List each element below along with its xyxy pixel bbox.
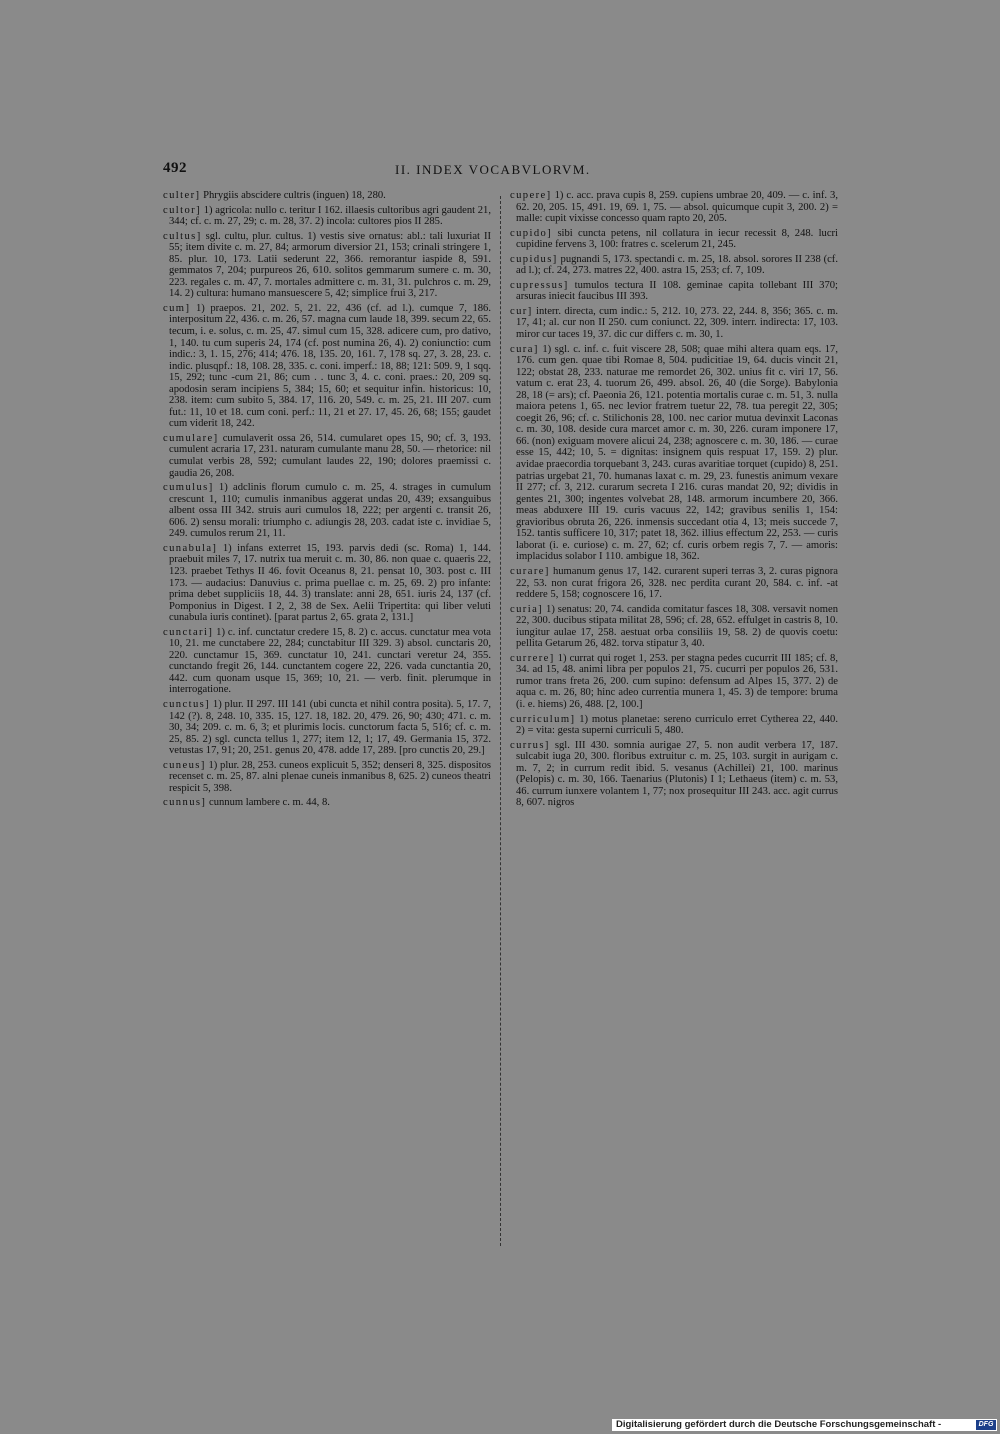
entry-lemma: cupere] — [510, 190, 552, 201]
page-header — [163, 160, 838, 182]
entry-body: 1) adclinis florum cumulo c. m. 25, 4. strages in cumulum crescunt 1, 110; cumulis inmanibus aggerat undas 20, 439; exsanguibus albent ossa III 342. struis auri cumulos 18, 222; per argenti c. transit 26, 606. 2) sensu morali: triumpho c. adiungis 28, 203. cadat iste c. invidiae 5, 249. cumulos rerum 21, 11. — [169, 482, 491, 540]
entry-body: 1) c. inf. cunctatur credere 15, 8. 2) c. accus. cunctatur mea vota 10, 21. me cunctabere 22, 284; cunctabitur III 329. 3) absol. cunctaris 20, 220. cunctamur 15, 369. cunctatur 10, 241. cunctari veretur 24, 355. cunctando fregit 26, 144. cunctantem cogere 22, 226. vada cunctantia 20, 442. cum quonam usque 15, 369; 10, 21. — verb. finit. plerumque in interrogatione. — [169, 626, 491, 696]
entry-lemma: currus] — [510, 739, 550, 751]
dictionary-entry — [163, 482, 491, 540]
entry-lemma: cura] — [510, 343, 539, 355]
entry-lemma: cum] — [163, 302, 191, 314]
right-column — [510, 190, 838, 1265]
dictionary-entry — [163, 231, 491, 300]
dfg-logo: DFG — [976, 1420, 996, 1430]
entry-body: tumulos tectura II 108. geminae capita tollebant III 370; arsuras iniecit faucibus III 393. — [516, 279, 838, 303]
dictionary-entry — [163, 303, 491, 430]
dictionary-entry — [510, 344, 838, 563]
dictionary-entry — [163, 205, 491, 228]
entry-lemma: cumulus] — [163, 482, 214, 494]
entry-body: 1) plur. II 297. III 141 (ubi cuncta et nihil contra posita). 5, 17. 7, 142 (?). 8, 248. 10, 335. 15, 127. 18, 182. 20, 479. 26, 90; 430; 471. c. m. 30, 34; 209. c. m. 6, 3; et plurimis locis. cunctorum facta 5, 516; cf. c. m. 25, 85. 2) sgl. cuncta tellus 1, 277; item 12, 1; 17, 49. Germania 15, 372. vetustas 17, 91; 20, 251. genus 20, 478. adde 17, 289. [pro cunctis 20, 29.] — [169, 698, 491, 757]
left-column — [163, 190, 491, 1265]
entry-body: humanum genus 17, 142. curarent superi terras 3, 2. curas pignora 22, 53. non curat frigora 26, 328. nec perdita curant 20, 584. c. inf. -at reddere 5, 158; cognoscere 16, 17. — [516, 565, 838, 601]
dictionary-entry — [510, 306, 838, 341]
running-title: II. INDEX VOCABVLORVM. — [395, 162, 591, 177]
entry-lemma: cupidus] — [510, 253, 558, 265]
entry-lemma: cupressus] — [510, 279, 569, 291]
entry-lemma: curare] — [510, 565, 550, 577]
dictionary-entry — [163, 797, 491, 809]
entry-body: 1) sgl. c. inf. c. fuit viscere 28, 508; quae mihi altera quam eqs. 17, 176. cum gen. quae tibi Romae 8, 504. pudicitiae 19, 64. ducis vincit 21, 122; obstat 28, 233. naturae me remordet 26, 302. unius fit c. viri 17, 56. vatum c. erat 23, 4. tuorum 26, 499. absol. 26, 40 (die Sorge). Babylonia 28, 18 (= ars); cf. Paeonia 26, 121. potentia mortalis curae c. m. 51, 3. nulla maiora petens 1, 65. nec levior fratrem tuetur 22, 78. tua peregit 22, 305; coegit 26, 96; cf. c. Stilichonis 28, 100. nec carior mutua devinxit Laconas c. m. 30, 108. deside cura marcet amor c. m. 30, 226. curam imponere 17, 66. (non) exiguam movere alicui 24, 238; agnoscere c. m. 30, 186. — curae esse 15, 442; 10, 5. = dignitas: insignem quis respuat 17, 159. 2) plur. avidae praecordia torquebant 3, 243. curas avaritiae torquet (cupido) 8, 251. patrias urgebat 21, 70. humanas laxat c. m. 29, 23. funestis animum vexare II 277; cf. 3, 212. curarum secreta I 216. curas mandat 20, 92; dividis in gentes 21, 300; ingentes volvebat 28, 148. armorum incumbere 20, 366. meas abduxere III 19. curis vacuus 22, 142; gravibus senilis 1, 154: gravioribus obruta 26, 226. inmensis succedant otia 4, 13; meis succede 7, 152. tantis sufficere 10, 317; patet 18, 362. illius effectum 22, 253. — curis laborat (i. e. curiose) c. m. 27, 62; cf. curis orbem regis 7, 7. — amoris: implacidus solabor I 110. ambigue 18, 362. — [516, 343, 838, 563]
dictionary-entry — [510, 566, 838, 601]
dictionary-entry — [510, 714, 838, 737]
entry-lemma: cultor] — [163, 204, 202, 216]
entry-lemma: cunabula] — [163, 542, 218, 554]
text-columns — [163, 190, 838, 1265]
entry-lemma: cultus] — [163, 230, 202, 242]
dictionary-entry — [163, 760, 491, 795]
column-divider — [500, 196, 502, 1246]
entry-lemma: cuneus] — [163, 759, 206, 771]
dictionary-entry — [163, 699, 491, 757]
dictionary-entry — [510, 190, 838, 225]
entry-body: sgl. cultu, plur. cultus. 1) vestis sive ornatus: abl.: tali luxuriat II 55; item divite c. m. 27, 84; armorum diversior 21, 153; crinali stringere 1, 85. plur. 10, 173. Latii sederunt 22, 366. remorantur iaspide 8, 591. gemmatos 7, 204; purpureos 26, 610. solitos gemmarum sumere c. m. 30, 223. regales c. m. 47, 7. mortales admittere c. m. 31, 31. pulchros c. m. 29, 14. 2) cultura: humano mansuescere 5, 42; simplice frui 3, 217. — [169, 230, 491, 300]
entry-body: sibi cuncta petens, nil collatura in iecur recessit 8, 248. lucri cupidine fervens 3, 100: fratres c. scelerum 21, 245. — [516, 227, 838, 251]
entry-lemma: cunctus] — [163, 698, 211, 710]
entry-body: cumulaverit ossa 26, 514. cumularet opes 15, 90; cf. 3, 193. cumulent acraria 17, 231. naturam cumulante manu 28, 50. — rhetorice: nil cumulat verbis 28, 592; cumulant laudes 22, 190; dolores praemissi c. gaudia 26, 208. — [169, 432, 491, 479]
dictionary-entry — [163, 543, 491, 624]
entry-lemma: cunnus] — [163, 797, 207, 809]
entry-body: 1) infans exterret 15, 193. parvis dedi (sc. Roma) 1, 144. praebuit miles 7, 17. nutrix tua meruit c. m. 30, 86. non quae c. quaeris 22, 123. praebet Tethys II 46. fovit Oceanus 8, 21. pensat 10, 303. post c. III 173. — audacius: Danuvius c. prima puellae c. m. 25, 69. 2) pro infante: prima debet suppliciis 18, 44. 3) translate: anni 28, 651. iuris 24, 137 (cf. Pomponius in Digest. I 2, 2, 38 de Sex. Aelii Tripertita: qui liber veluti cunabula iuris continet). [parat partus 2, 65. grata 2, 131.] — [169, 542, 491, 624]
digitization-footer — [612, 1419, 997, 1431]
entry-lemma: curia] — [510, 603, 544, 615]
entry-lemma: currere] — [510, 652, 555, 664]
entry-body: 1) praepos. 21, 202. 5, 21. 22, 436 (cf. ad l.). cumque 7, 186. interpositum 22, 436. c. m. 26, 57. magna cum laude 18, 399. secum 22, 65. tecum, i. e. solus, c. m. 25, 47. simul cum 15, 328. adicere cum, pro dativo, 1, 140. tu cum superis 24, 174 (cf. post numina 26, 4). 2) coniunctio: cum indic.: 3, 1. 15, 276; 414; 476. 18, 135. 20, 161. 7, 178 sq. 27, 3. 28, 23. c. indic. plusqpf.: 18, 108. 28, 335. c. coni. imperf.: 18, 88; 121: 509. 9, 1 sqq. 15, 292; tunc -cum 21, 86; cum . . tunc 3, 4. c. coni. praes.: 20, 209 sq. apodosin seram incipiens 5, 384; 15, 60; et sequitur infin. historicus: 10, 238. item: cum subito 5, 384. 17, 116. 20, 549. c. m. 25, 21. III 207. cum fut.: 11, 10 et 18. cum coni. perf.: 11, 21 et 27. 17, 45. 26, 68; 155; gaudet cum viderit 18, 242. — [169, 302, 491, 430]
entry-body: pugnandi 5, 173. spectandi c. m. 25, 18. absol. sorores II 238 (cf. ad l.); cf. 24, 273. matres 22, 400. astra 15, 253; cf. 7, 109. — [516, 253, 838, 277]
entry-body: 1) currat qui roget 1, 253. per stagna pedes cucurrit III 185; cf. 8, 34. ad 15, 48. animi libra per populos 21, 75. cucurri per populos 26, 531. rumor trans freta 26, 200. cum supino: defensum ad Alpes 15, 377. 2) de aqua c. m. 26, 80; hinc adeo currentia munera 1, 45. 3) de tempore: bruma (i. e. hiems) 26, 488. [2, 100.] — [516, 652, 838, 710]
entry-body: 1) plur. 28, 253. cuneos explicuit 5, 352; denseri 8, 325. dispositos recenset c. m. 25, 87. alni plenae cuneis inmanibus 8, 625. 2) cuneos theatri respicit 5, 398. — [169, 759, 491, 794]
dictionary-entry — [510, 604, 838, 650]
entry-lemma: cur] — [510, 305, 533, 317]
dictionary-entry — [510, 653, 838, 711]
entry-lemma: culter] — [163, 190, 201, 201]
entry-body: sgl. III 430. somnia aurigae 27, 5. non audit verbera 17, 187. sulcabit iuga 20, 300. floribus extruitur c. m. 25, 103. surgit in aurigam c. m. 7, 2; in currum redit ibid. 5. vesanus (Achillei) 21, 100. marinus (Pelopis) c. m. 30, 166. Taenarius (Plutonis) I 1; Lethaeus (item) c. m. 53, 46. currum iunxere volantem 1, 77; nox prosequitur III 243. acc. agit currus 8, 607. nigros — [516, 739, 838, 809]
page-number: 492 — [163, 160, 187, 176]
dictionary-entry — [510, 254, 838, 277]
entry-lemma: cupido] — [510, 227, 553, 239]
dictionary-entry — [163, 190, 491, 202]
dictionary-entry — [163, 433, 491, 479]
dictionary-entry — [510, 280, 838, 303]
entry-lemma: curriculum] — [510, 713, 576, 725]
dictionary-entry — [510, 228, 838, 251]
entry-body: 1) agricola: nullo c. teritur I 162. illaesis cultoribus agri gaudent 21, 344; cf. c. m. 27, 29; c. m. 28, 37. 2) incola: cultores pios II 285. — [169, 204, 491, 228]
dictionary-entry — [163, 627, 491, 696]
entry-body: Phrygiis abscidere cultris (inguen) 18, 280. — [203, 190, 386, 201]
dictionary-entry — [510, 740, 838, 809]
entry-body: 1) senatus: 20, 74. candida comitatur fasces 18, 308. versavit nomen 22, 300. ducibus stipata militat 28, 596; cf. 28, 652. effulget in castris 8, 10. iungitur aulae 17, 258. aestuat orba consiliis 19, 58. 2) de quovis coetu: pellita Getarum 26, 482. torva stipatur 3, 40. — [516, 603, 838, 650]
entry-body: cunnum lambere c. m. 44, 8. — [209, 797, 330, 809]
entry-lemma: cumulare] — [163, 432, 219, 444]
entry-body: 1) c. acc. prava cupis 8, 259. cupiens umbrae 20, 409. — c. inf. 3, 62. 20, 205. 15, 491. 19, 69. 1, 75. — absol. quicumque cupit 3, 200. 2) = malle: cupit vixisse concesso quam rapto 20, 205. — [516, 190, 838, 225]
footer-credit: Digitalisierung gefördert durch die Deutsche Forschungsgemeinschaft - — [616, 1419, 942, 1430]
entry-body: interr. directa, cum indic.: 5, 212. 10, 273. 22, 244. 8, 356; 365. c. m. 17, 41; al. cur non II 250. cum coniunct. 22, 309. interr. indirecta: 17, 103. miror cur taces 19, 37. dic cur differs c. m. 30, 1. — [516, 305, 838, 341]
entry-body: 1) motus planetae: sereno curriculo erret Cytherea 22, 440. 2) = vita: gesta superni curriculi 5, 480. — [516, 713, 838, 737]
entry-lemma: cunctari] — [163, 626, 214, 638]
